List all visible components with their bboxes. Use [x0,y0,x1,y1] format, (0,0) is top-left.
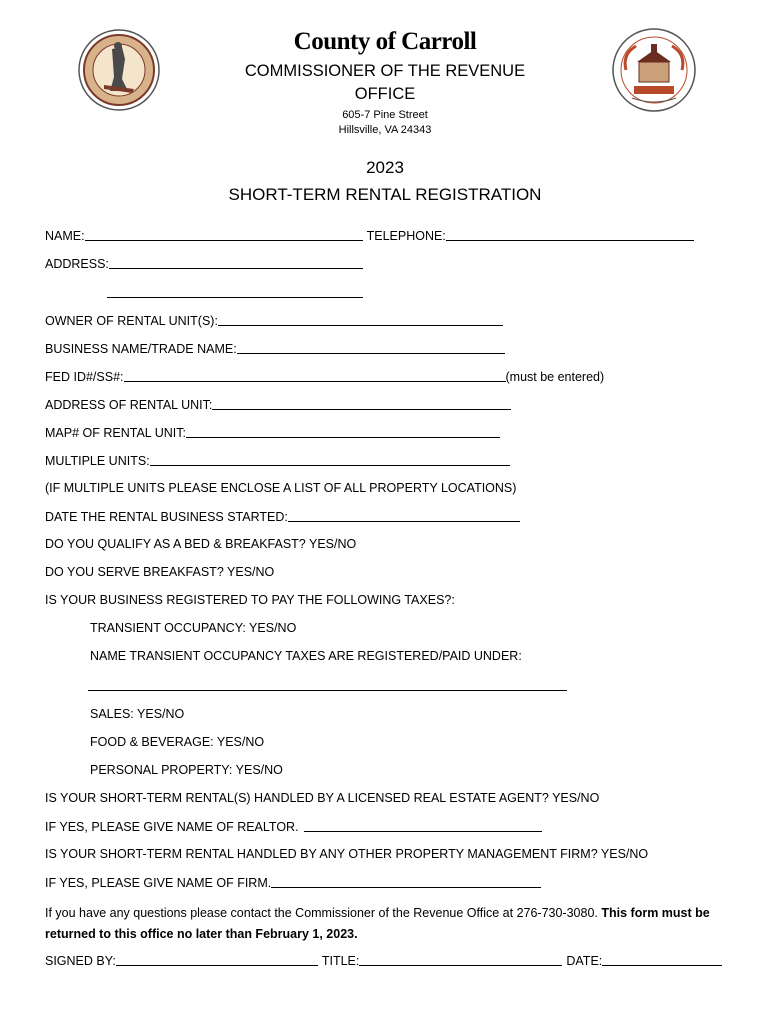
multiple-units-label: MULTIPLE UNITS: [45,454,150,468]
form-year: 2023 [366,158,404,177]
address-field-2[interactable] [107,285,363,298]
transient-occupancy-question: TRANSIENT OCCUPANCY: YES/NO [90,621,297,635]
form-title: SHORT-TERM RENTAL REGISTRATION [228,185,542,204]
telephone-field[interactable] [446,228,694,241]
fed-id-note: (must be entered) [505,370,605,384]
realtor-name-field[interactable] [304,819,542,832]
rental-address-field[interactable] [212,397,511,410]
transient-name-row [88,678,567,693]
realtor-question: IS YOUR SHORT-TERM RENTAL(S) HANDLED BY A LICENSED REAL ESTATE AGENT? YES/NO [45,791,600,805]
name-row [45,228,694,243]
map-no-field[interactable] [186,425,500,438]
name-label: NAME: [45,229,85,243]
county-title: County of Carroll [293,28,477,55]
map-no-row [45,425,500,440]
owner-label: OWNER OF RENTAL UNIT(S): [45,314,218,328]
multiple-units-note: (IF MULTIPLE UNITS PLEASE ENCLOSE A LIST OF ALL PROPERTY LOCATIONS) [45,481,517,495]
office-title-line1: COMMISSIONER OF THE REVENUE [244,62,526,80]
date-started-field[interactable] [288,509,520,522]
sales-question: SALES: YES/NO [90,707,185,721]
multiple-units-field[interactable] [150,453,510,466]
owner-row [45,313,503,328]
date-started-row [45,509,520,524]
address-label: ADDRESS: [45,257,109,271]
contact-text: If you have any questions please contact the Commissioner of the Revenue Office at 276-730-3080. [45,906,598,920]
date-started-label: DATE THE RENTAL BUSINESS STARTED: [45,510,288,524]
map-no-label: MAP# OF RENTAL UNIT: [45,426,186,440]
title-label: TITLE: [321,954,360,968]
signed-by-label: SIGNED BY: [45,954,116,968]
business-name-label: BUSINESS NAME/TRADE NAME: [45,342,237,356]
management-question: IS YOUR SHORT-TERM RENTAL HANDLED BY ANY OTHER PROPERTY MANAGEMENT FIRM? YES/NO [45,847,649,861]
business-name-row [45,341,505,356]
address-row-2 [107,285,363,300]
office-street: 605-7 Pine Street [342,109,428,121]
name-field[interactable] [85,228,363,241]
date-field[interactable] [602,953,722,966]
firm-name-label: IF YES, PLEASE GIVE NAME OF FIRM. [45,876,272,890]
realtor-name-row [45,819,542,834]
firm-name-field[interactable] [271,875,541,888]
realtor-name-label: IF YES, PLEASE GIVE NAME OF REALTOR. [45,820,299,834]
signed-by-field[interactable] [116,953,318,966]
food-beverage-question: FOOD & BEVERAGE: YES/NO [90,735,265,749]
office-city: Hillsville, VA 24343 [338,124,432,136]
personal-property-question: PERSONAL PROPERTY: YES/NO [90,763,283,777]
date-label: DATE: [566,954,603,968]
office-title-line2: OFFICE [354,85,416,103]
transient-name-label: NAME TRANSIENT OCCUPANCY TAXES ARE REGISTERED/PAID UNDER: [90,649,522,663]
title-field[interactable] [359,953,562,966]
telephone-label: TELEPHONE: [366,229,446,243]
business-name-field[interactable] [237,341,505,354]
fed-id-row [45,369,604,384]
address-row [45,256,363,271]
bed-breakfast-question: DO YOU QUALIFY AS A BED & BREAKFAST? YES/NO [45,537,357,551]
serve-breakfast-question: DO YOU SERVE BREAKFAST? YES/NO [45,565,275,579]
signature-row [45,953,722,968]
fed-id-label: FED ID#/SS#: [45,370,124,384]
rental-address-label: ADDRESS OF RENTAL UNIT: [45,398,213,412]
fed-id-field[interactable] [124,369,506,382]
rental-address-row [45,397,511,412]
owner-field[interactable] [218,313,503,326]
registered-taxes-question: IS YOUR BUSINESS REGISTERED TO PAY THE FOLLOWING TAXES?: [45,593,455,607]
deadline-text: This form must be returned to this office no later than February 1, 2023. [45,906,710,941]
transient-name-field[interactable] [88,678,567,691]
firm-name-row [45,875,541,890]
contact-paragraph [45,903,730,945]
address-field-1[interactable] [109,256,363,269]
multiple-units-row [45,453,510,468]
